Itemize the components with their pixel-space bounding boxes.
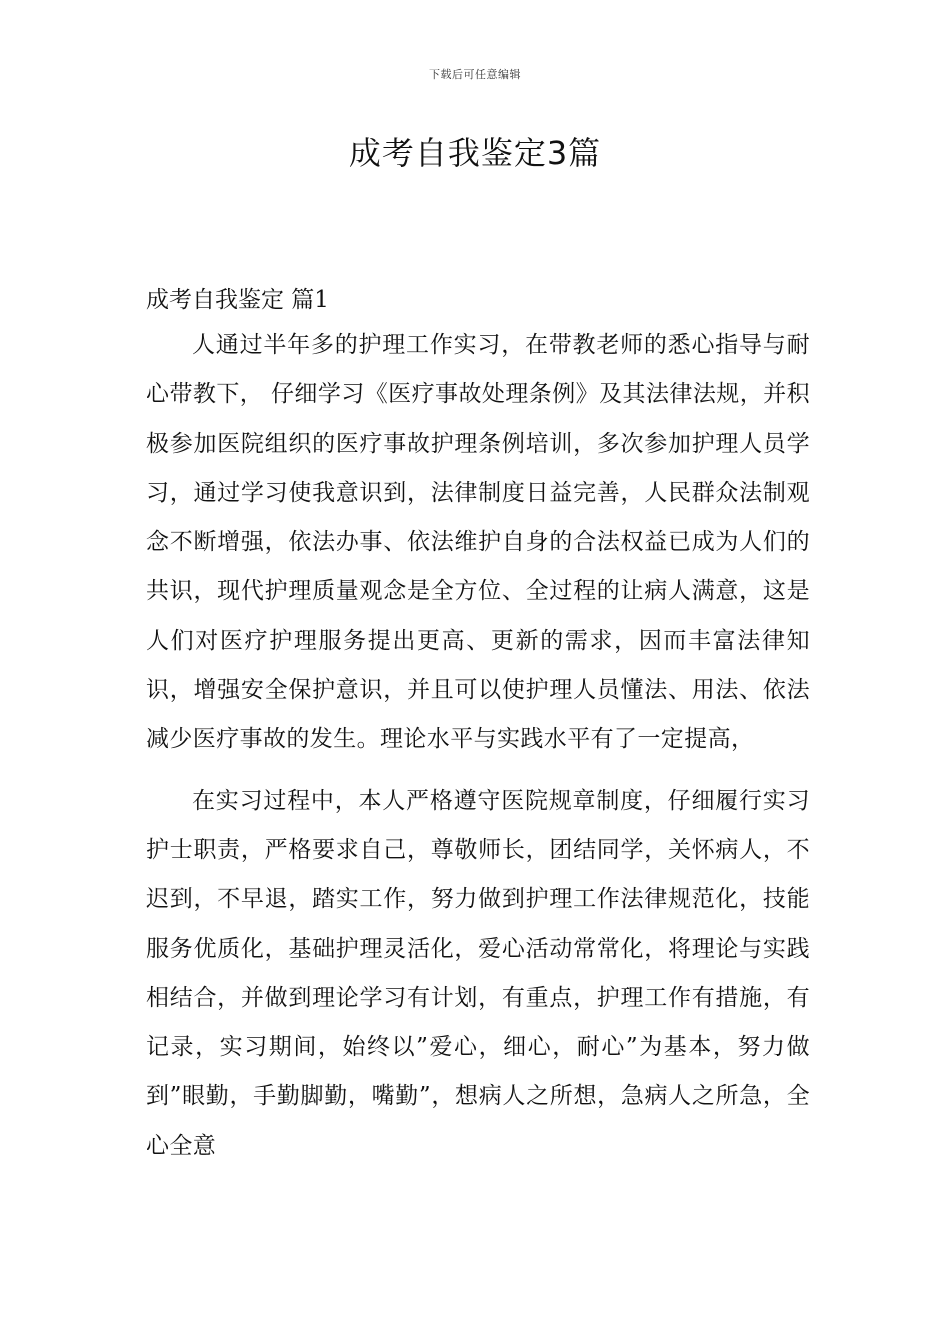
paragraph-1: 人通过半年多的护理工作实习，在带教老师的悉心指导与耐心带教下， 仔细学习《医疗事故处理条例》及其法律法规，并积极参加医院组织的医疗事故护理条例培训，多次参加护理人员学习，通过学习使我意识到，法律制度日益完善，人民群众法制观念不断增强，依法办事、依法维护自身的合法权益已成为人们的共识，现代护理质量观念是全方位、全过程的让病人满意，这是人们对医疗护理服务提出更高、更新的需求，因而丰富法律知识，增强安全保护意识，并且可以使护理人员懂法、用法、依法减少医疗事故的发生。理论水平与实践水平有了一定提高， xyxy=(146,332,810,753)
paragraph-2: 在实习过程中，本人严格遵守医院规章制度，仔细履行实习护士职责，严格要求自己，尊敬师长，团结同学，关怀病人，不迟到，不早退，踏实工作，努力做到护理工作法律规范化，技能服务优质化，基础护理灵活化，爱心活动常常化，将理论与实践相结合，并做到理论学习有计划，有重点，护理工作有措施，有记录，实习期间，始终以”爱心，细心，耐心”为基本，努力做到”眼勤，手勤脚勤，嘴勤”，想病人之所想，急病人之所急，全心全意 xyxy=(146,787,810,1159)
section-heading: 成考自我鉴定 篇1 xyxy=(146,287,329,313)
document-title: 成考自我鉴定3篇 xyxy=(348,134,602,172)
header-note: 下载后可任意编辑 xyxy=(429,68,521,81)
document-body xyxy=(146,280,810,1183)
